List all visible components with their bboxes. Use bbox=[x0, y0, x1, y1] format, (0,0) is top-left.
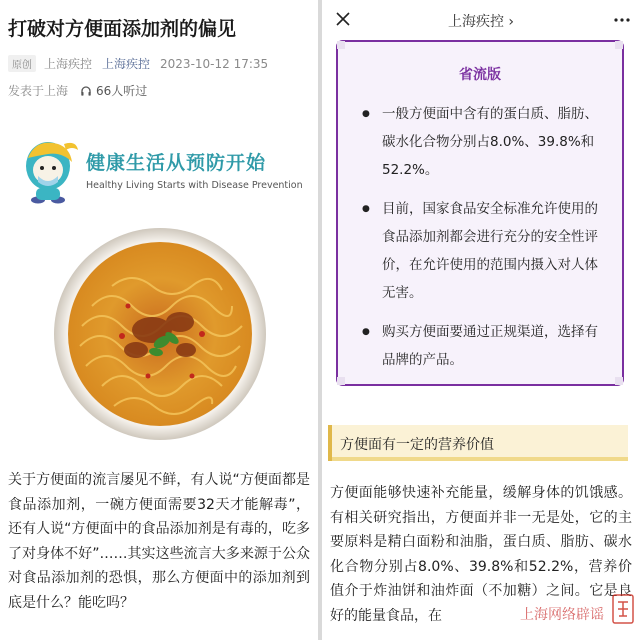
account-link[interactable]: 上海疾控 bbox=[102, 57, 151, 71]
article-meta bbox=[8, 55, 268, 72]
mascot-illustration bbox=[18, 136, 82, 206]
summary-card-title: 省流版 bbox=[459, 67, 501, 83]
summary-bullet: ● 目前，国家食品安全标准允许使用的食品添加剂都会进行充分的安全性评价，在允许使用的范围内摄入对人体无害。 bbox=[362, 195, 610, 307]
intro-paragraph: 关于方便面的流言屡见不鲜，有人说“方便面都是食品添加剂，一碗方便面需要32天才能解毒”，还有人说“方便面中的食品添加剂是有毒的，吃多了对身体不好”……其实这些流言大多来源于公众对食品添加剂的恐惧，那么方便面中的添加剂到底是什么？能吃吗？ bbox=[8, 472, 310, 611]
watermark-text: 上海网络辟谣 bbox=[520, 607, 604, 623]
banner-subtitle: Healthy Living Starts with Disease Prevention bbox=[86, 180, 303, 191]
listen-button[interactable] bbox=[80, 82, 147, 99]
account-name-link[interactable]: 上海疾控 › bbox=[447, 14, 515, 30]
headphones-icon bbox=[80, 85, 92, 97]
instant-noodle-bowl-image bbox=[52, 226, 268, 442]
top-bar bbox=[322, 0, 640, 40]
author-name: 上海疾控 bbox=[44, 57, 93, 71]
more-options-icon[interactable] bbox=[614, 18, 630, 22]
publish-date: 2023-10-12 17:35 bbox=[160, 56, 269, 71]
original-badge: 原创 bbox=[8, 55, 36, 72]
health-banner bbox=[18, 136, 308, 206]
publish-location: 发表于上海 bbox=[8, 84, 69, 98]
section-heading-text: 方便面有一定的营养价值 bbox=[340, 437, 494, 453]
left-article-panel bbox=[0, 0, 318, 640]
article-meta-secondary bbox=[8, 82, 147, 99]
summary-card bbox=[336, 40, 624, 386]
seal-stamp-icon bbox=[612, 594, 634, 624]
summary-bullet: ● 一般方便面中含有的蛋白质、脂肪、碳水化合物分别占8.0%、39.8%和52.2%。 bbox=[362, 100, 610, 184]
section-heading bbox=[328, 425, 628, 461]
summary-bullet: ● 购买方便面要通过正规渠道，选择有品牌的产品。 bbox=[362, 318, 610, 374]
banner-title: 健康生活从预防开始 bbox=[86, 152, 267, 174]
article-intro-text bbox=[8, 468, 310, 615]
listen-count: 66人听过 bbox=[96, 84, 148, 98]
section-paragraph: 方便面能够快速补充能量，缓解身体的饥饿感。有相关研究指出，方便面并非一无是处，它的主要原料是精白面粉和油脂，蛋白质、脂肪、碳水化合物分别占8.0%、39.8%和52.2%，营养价值介于炸油饼和油炸面（不加糖）之间。它是良好的能量食品，在 bbox=[330, 485, 632, 624]
summary-bullet-list bbox=[362, 100, 610, 385]
right-article-panel bbox=[322, 0, 640, 640]
article-title: 打破对方便面添加剂的偏见 bbox=[8, 18, 237, 40]
